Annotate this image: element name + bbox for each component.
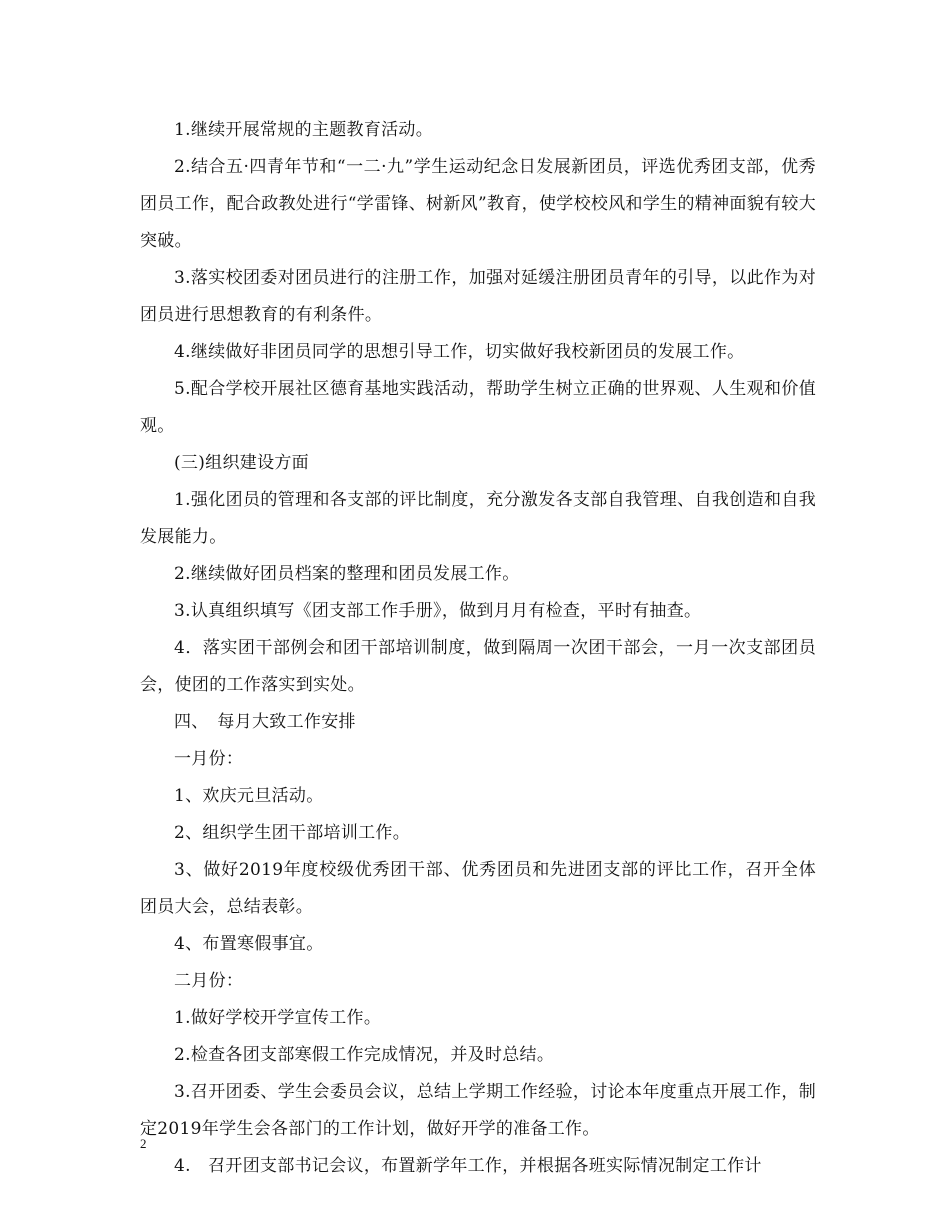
paragraph: 3.落实校团委对团员进行的注册工作，加强对延缓注册团员青年的引导，以此作为对团员进行思想教育的有利条件。	[140, 268, 816, 325]
list-item: 3.召开团委、学生会委员会议，总结上学期工作经验，讨论本年度重点开展工作，制定2019年学生会各部门的工作计划，做好开学的准备工作。	[140, 1082, 816, 1139]
paragraph: 5.配合学校开展社区德育基地实践活动，帮助学生树立正确的世界观、人生观和价值观。	[140, 379, 816, 436]
section-heading: 四、 每月大致工作安排	[174, 712, 356, 732]
month-heading: 二月份：	[174, 971, 244, 991]
list-item: 3、做好2019年度校级优秀团干部、优秀团员和先进团支部的评比工作，召开全体团员大会，总结表彰。	[140, 860, 816, 917]
paragraph: 2.结合五·四青年节和“一二·九”学生运动纪念日发展新团员，评选优秀团支部，优秀团员工作，配合政教处进行“学雷锋、树新风”教育，使学校校风和学生的精神面貌有较大突破。	[140, 157, 816, 251]
page-number: 2	[140, 1136, 147, 1151]
paragraph: 3.认真组织填写《团支部工作手册》，做到月月有检查，平时有抽查。	[174, 601, 702, 621]
paragraph: 1.强化团员的管理和各支部的评比制度，充分激发各支部自我管理、自我创造和自我发展能力。	[140, 490, 816, 547]
paragraph: 4．落实团干部例会和团干部培训制度，做到隔周一次团干部会，一月一次支部团员会，使团的工作落实到实处。	[140, 638, 816, 695]
list-item: 1、欢庆元旦活动。	[174, 786, 324, 806]
list-item: 2.检查各团支部寒假工作完成情况，并及时总结。	[174, 1045, 555, 1065]
paragraph: 2.继续做好团员档案的整理和团员发展工作。	[174, 564, 520, 584]
list-item: 2、组织学生团干部培训工作。	[174, 823, 411, 843]
document-body	[140, 112, 816, 1185]
list-item: 1.做好学校开学宣传工作。	[174, 1008, 382, 1028]
section-heading: (三)组织建设方面	[174, 453, 309, 473]
list-item: 4、布置寒假事宜。	[174, 934, 324, 954]
list-item: 4. 召开团支部书记会议，布置新学年工作，并根据各班实际情况制定工作计	[174, 1156, 762, 1176]
paragraph: 1.继续开展常规的主题教育活动。	[174, 120, 434, 140]
paragraph: 4.继续做好非团员同学的思想引导工作，切实做好我校新团员的发展工作。	[174, 342, 745, 362]
month-heading: 一月份：	[174, 749, 244, 769]
